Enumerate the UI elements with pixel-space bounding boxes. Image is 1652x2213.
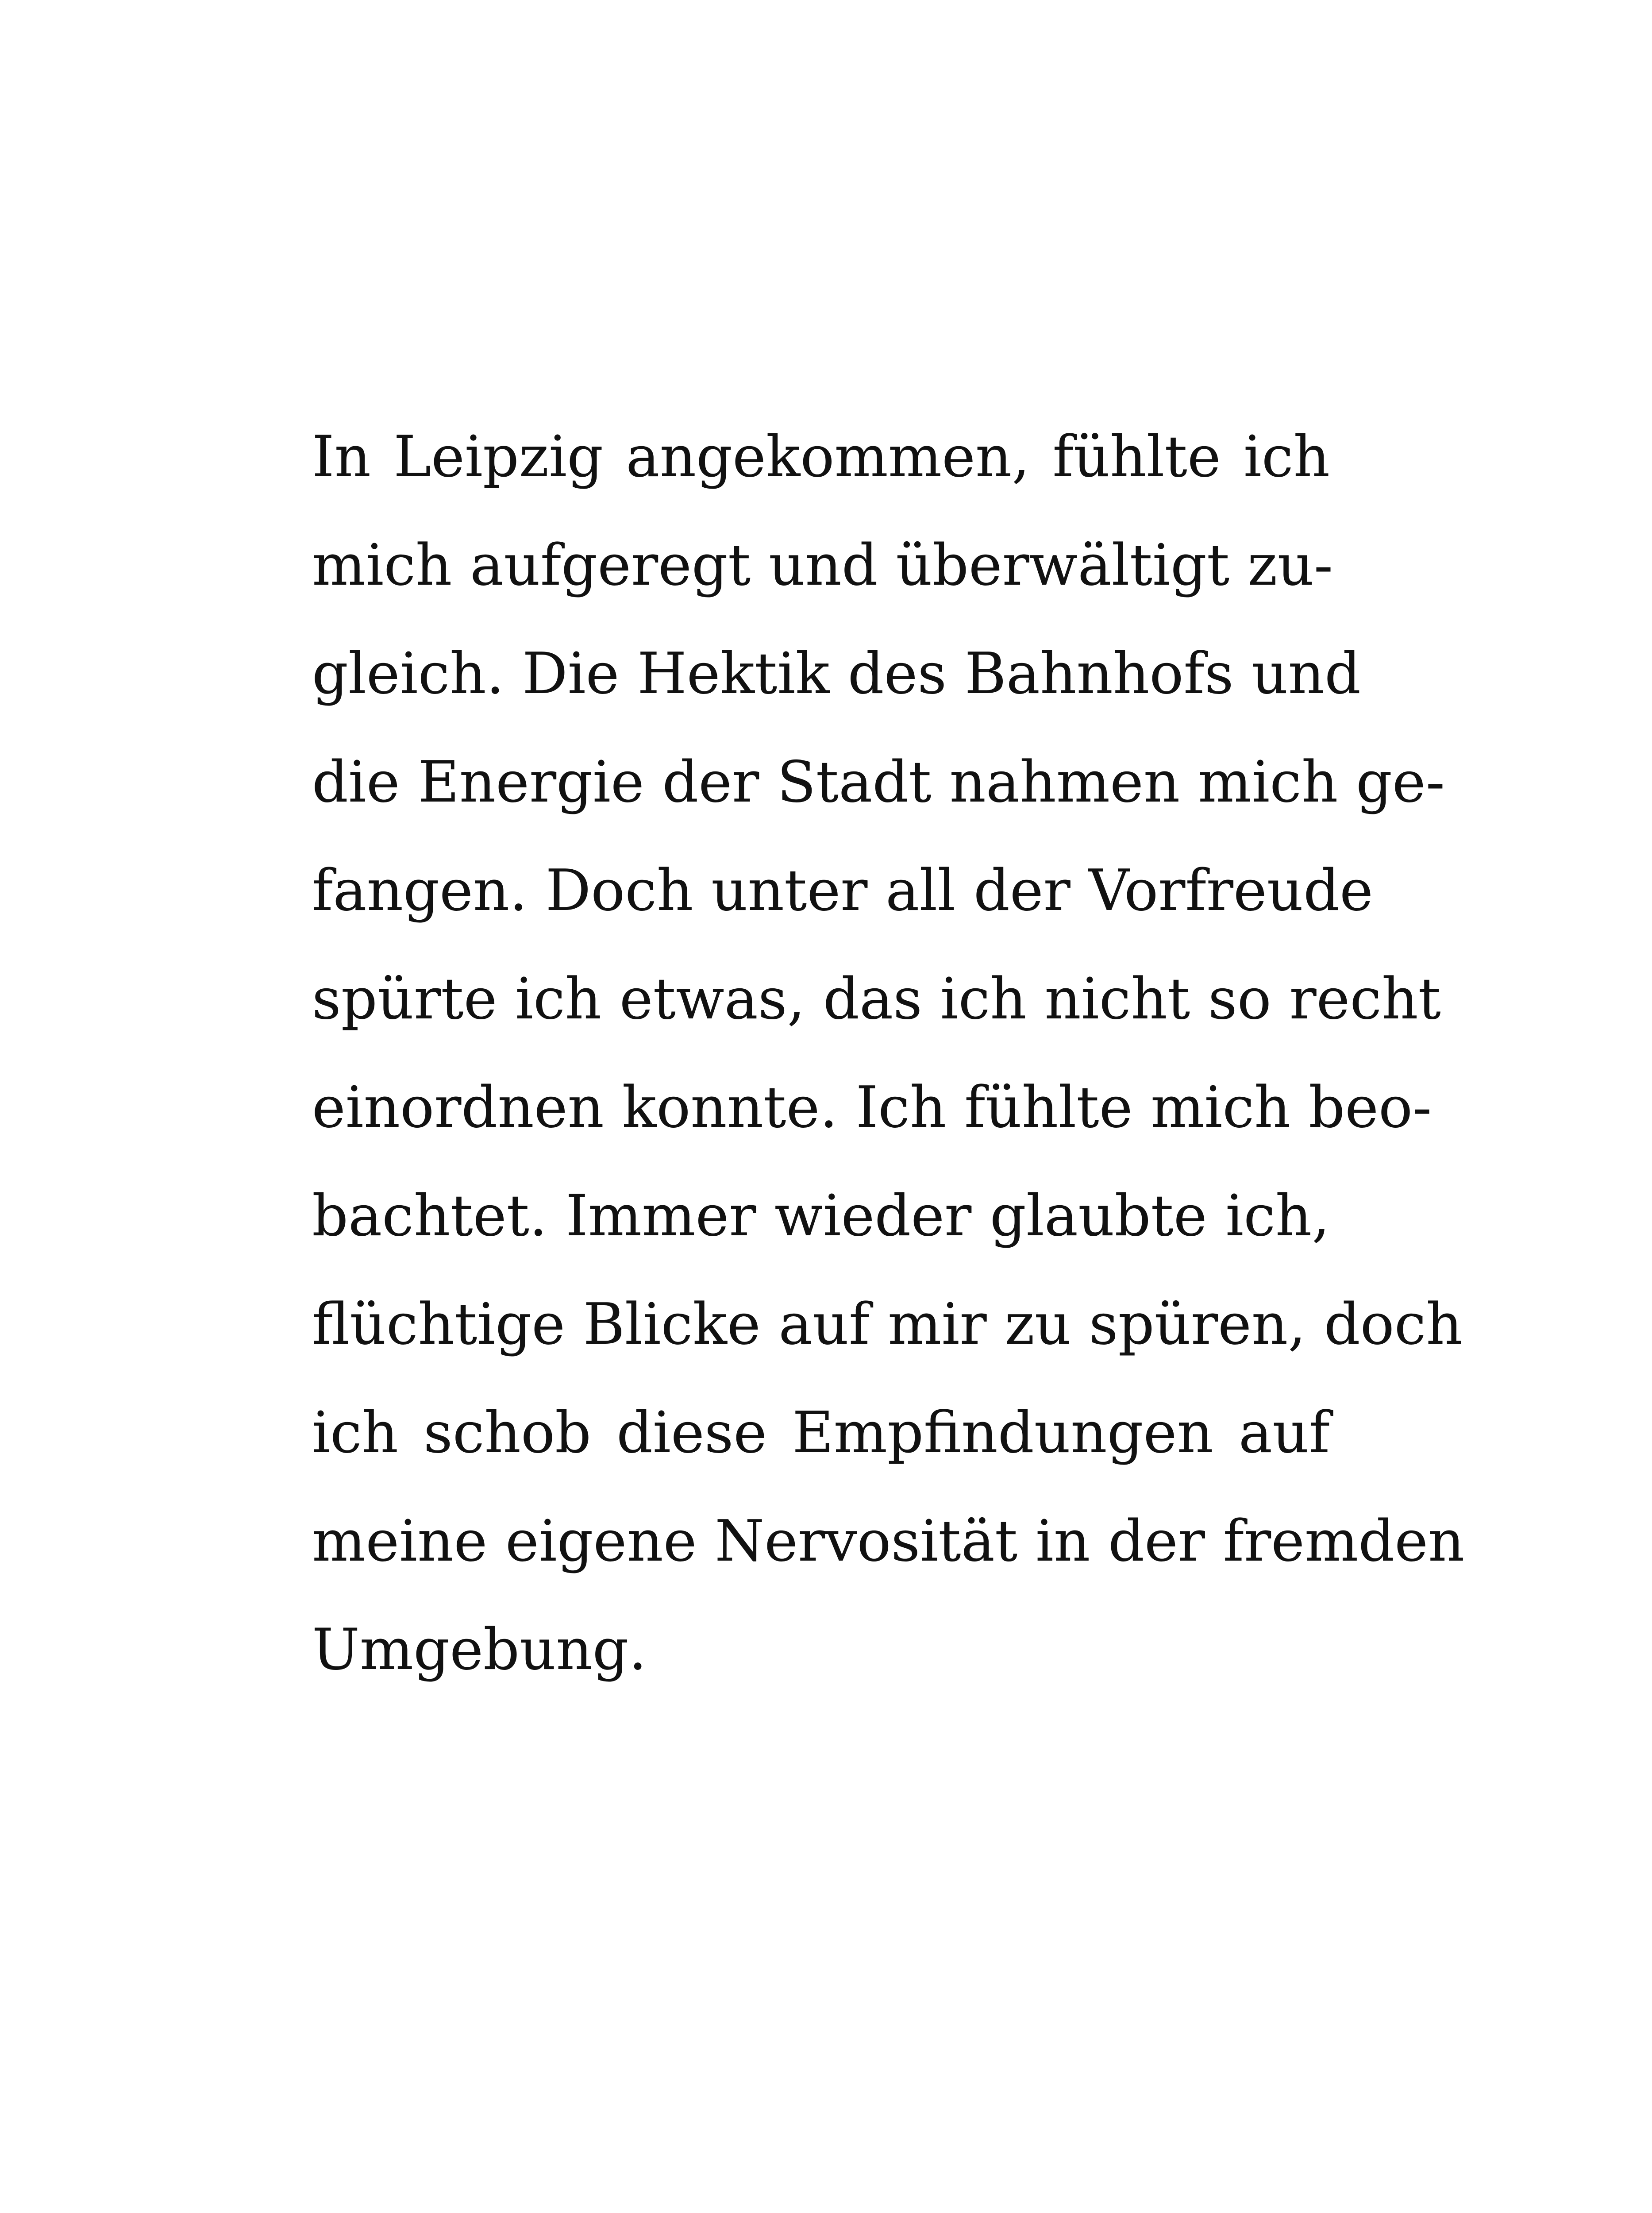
body-paragraph	[312, 403, 1465, 1704]
paragraph-line: einordnen konnte. Ich fühlte mich beo-	[312, 1075, 1432, 1141]
paragraph-line: spürte ich etwas, das ich nicht so recht	[312, 966, 1441, 1032]
paragraph-line: flüchtige Blicke auf mir zu spüren, doch	[312, 1292, 1463, 1357]
paragraph-line: die Energie der Stadt nahmen mich ge-	[312, 749, 1445, 815]
paragraph-line: bachtet. Immer wieder glaubte ich,	[312, 1183, 1330, 1249]
paragraph-line: fangen. Doch unter all der Vorfreude	[312, 858, 1373, 924]
paragraph-line-last: Umgebung.	[312, 1617, 647, 1683]
paragraph-line: ich schob diese Empfindungen auf	[312, 1400, 1330, 1466]
paragraph-line: In Leipzig angekommen, fühlte ich	[312, 424, 1330, 490]
paragraph-line: meine eigene Nervosität in der fremden	[312, 1508, 1465, 1574]
paragraph-line: gleich. Die Hektik des Bahnhofs und	[312, 641, 1361, 707]
paragraph-line: mich aufgeregt und überwältigt zu-	[312, 532, 1333, 598]
